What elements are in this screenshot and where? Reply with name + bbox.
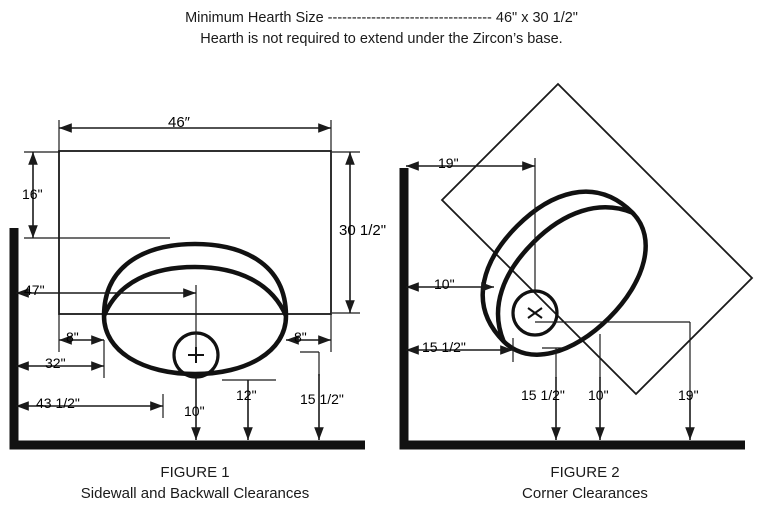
figure-1-caption-title: FIGURE 1 — [160, 464, 230, 481]
figure-2-hearth-rect — [442, 84, 752, 394]
figure-1-label-30-half: 30 1/2" — [339, 222, 387, 239]
figure-1-label-32: 32" — [45, 355, 66, 371]
figure-2-label-bottom-10: 10" — [588, 387, 609, 403]
figure-2-drawing — [404, 84, 752, 445]
figure-1-label-10: 10" — [184, 403, 205, 419]
figure-2-caption-subtitle: Corner Clearances — [522, 485, 648, 502]
figure-1-label-46: 46″ — [168, 114, 190, 131]
figure-2-label-19-top: 19" — [438, 155, 459, 171]
figure-2-label-15-half: 15 1/2" — [422, 339, 466, 355]
figure-1-caption — [40, 462, 350, 504]
figure-2-caption-title: FIGURE 2 — [550, 464, 620, 481]
figure-1-label-47: 47" — [24, 282, 45, 298]
figure-2-label-bottom-15-half: 15 1/2" — [521, 387, 565, 403]
figure-1-caption-subtitle: Sidewall and Backwall Clearances — [80, 485, 310, 502]
figure-1-label-16: 16" — [22, 186, 43, 202]
figure-1-label-43-half: 43 1/2" — [36, 395, 80, 411]
figure-1-hearth-rect — [59, 151, 331, 314]
hearth-size-line-2: Hearth is not required to extend under the Zircon’s base. — [200, 31, 563, 47]
figure-1-label-8-left: 8" — [66, 329, 79, 345]
figure-1-label-12: 12" — [236, 387, 257, 403]
figure-2-label-bottom-19: 19" — [678, 387, 699, 403]
figure-2-label-10: 10" — [434, 276, 455, 292]
figure-1-label-15-half: 15 1/2" — [300, 391, 344, 407]
figure-1-stove-inner-arc — [104, 267, 286, 316]
hearth-size-line-1: Minimum Hearth Size ---------------------------------- 46" x 30 1/2" — [185, 10, 578, 26]
figure-2-caption — [430, 462, 740, 504]
figure-1-label-8-right: 8" — [294, 329, 307, 345]
figure-2-wall — [404, 168, 745, 445]
